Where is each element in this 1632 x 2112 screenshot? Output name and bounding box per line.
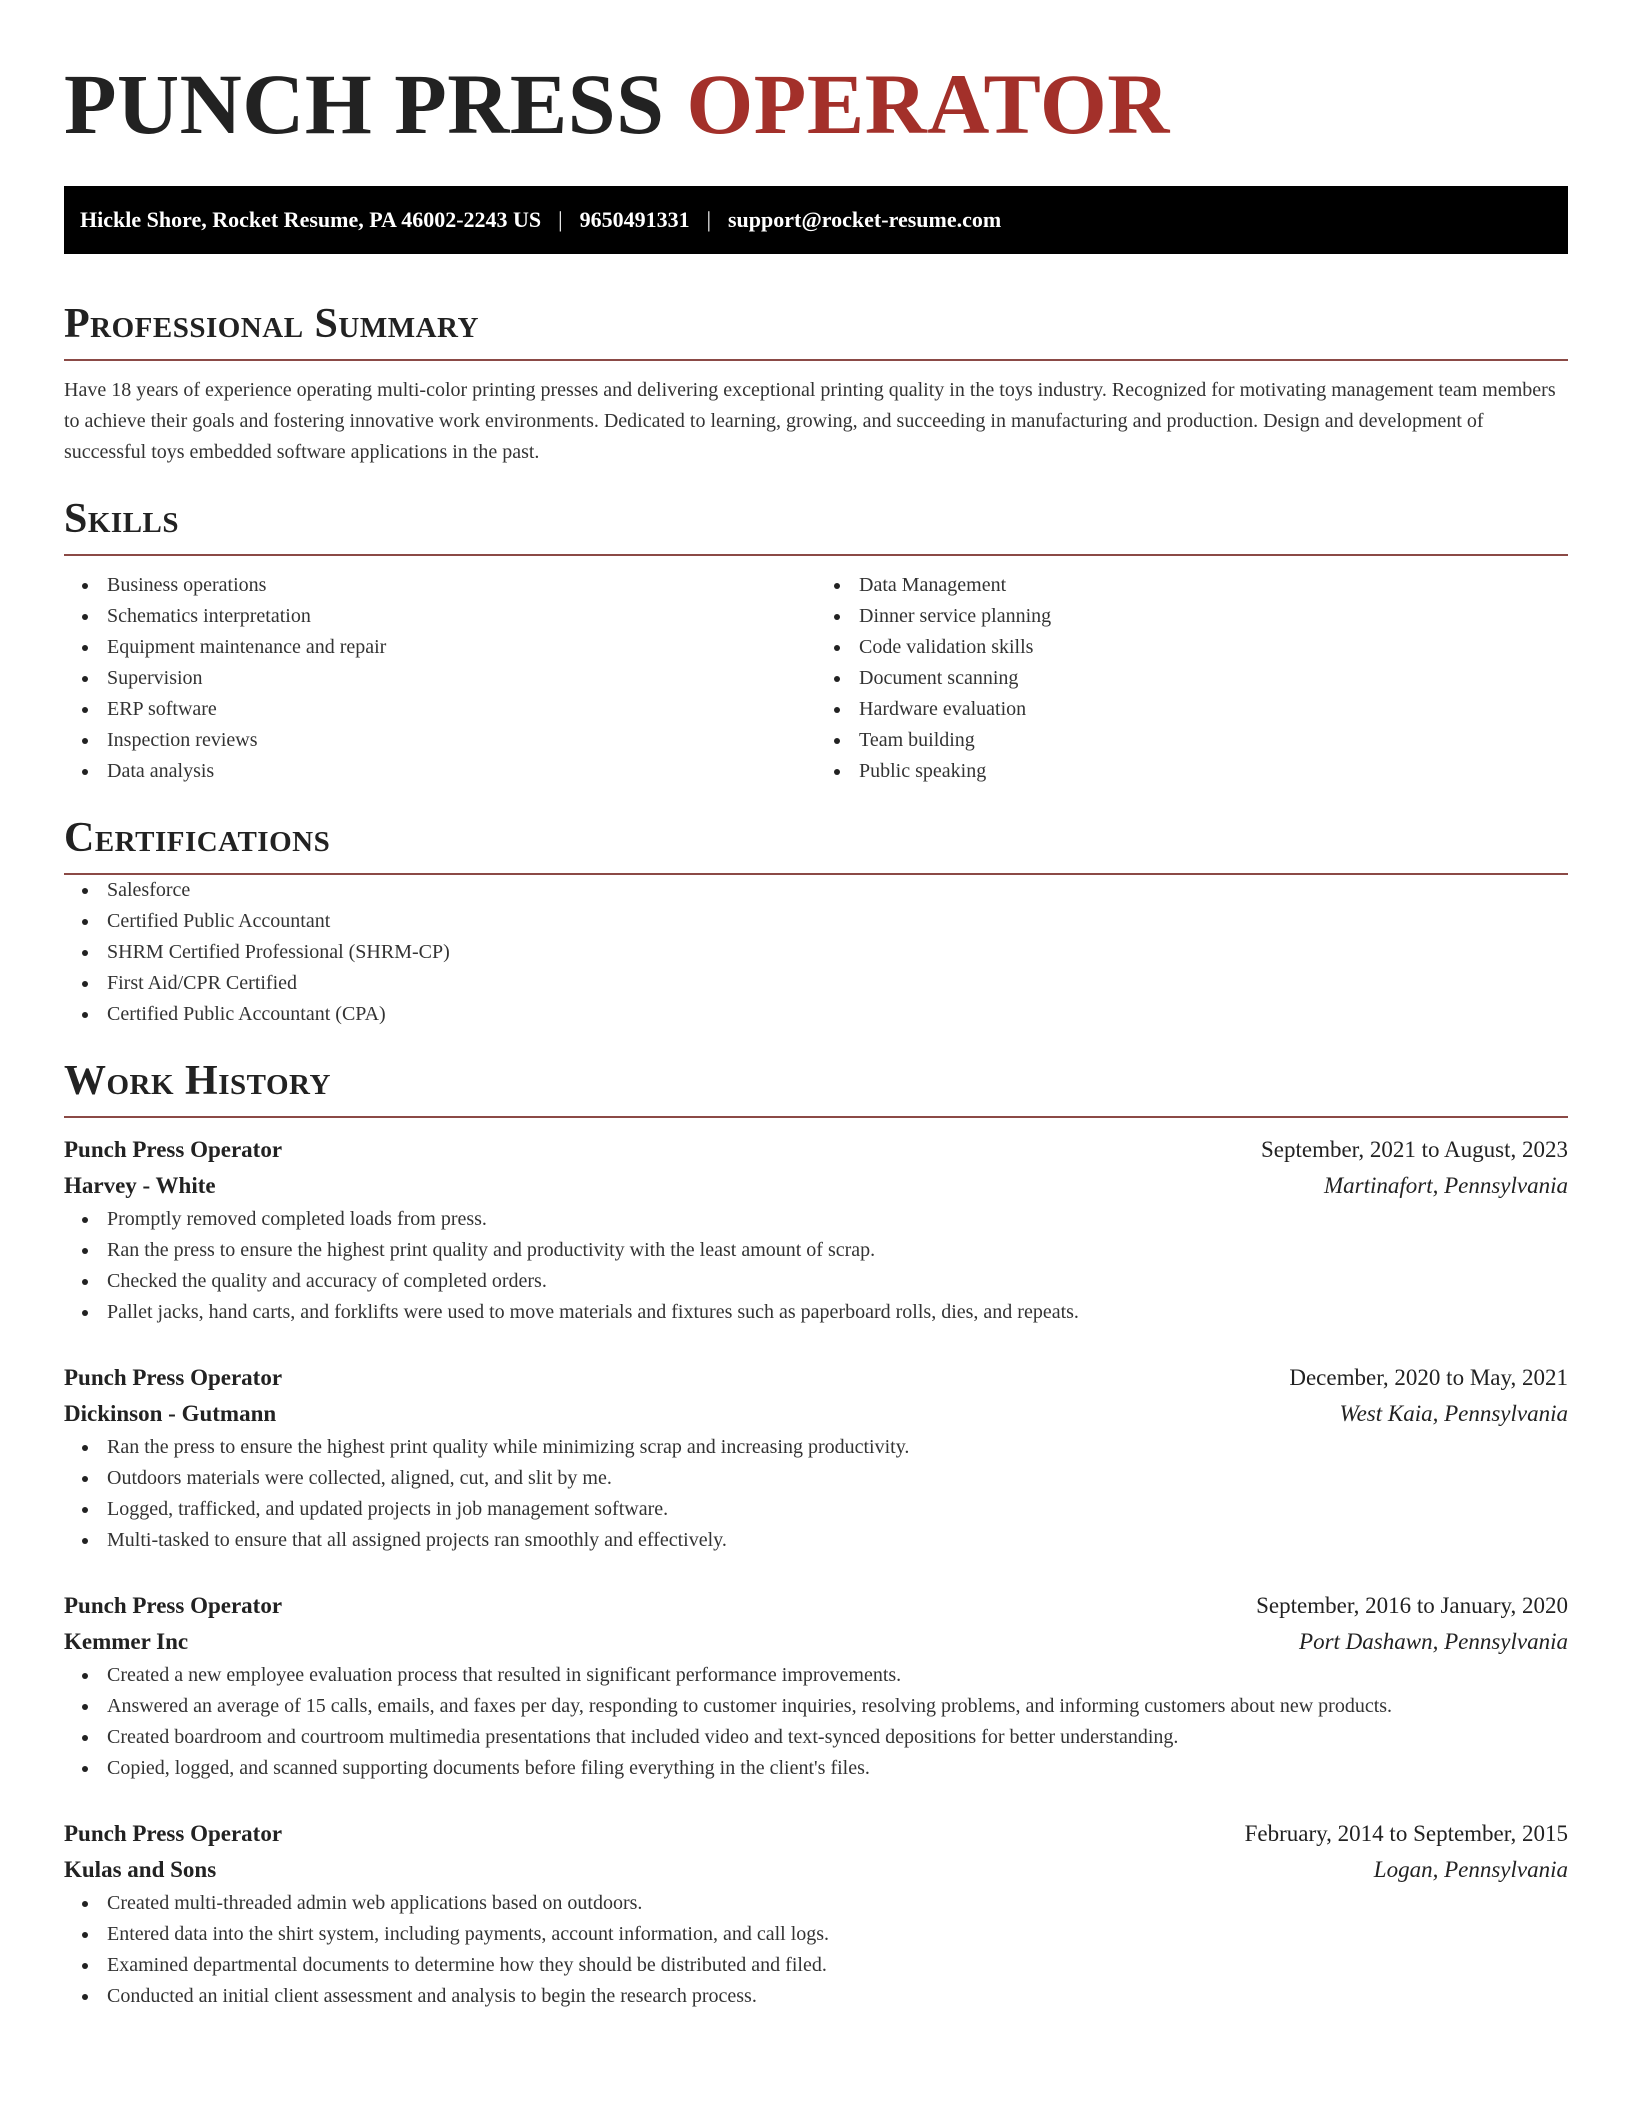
skill-item: Business operations <box>107 570 816 601</box>
job-company-row <box>64 1168 1568 1204</box>
skill-item: Inspection reviews <box>107 725 816 756</box>
skill-item: Dinner service planning <box>859 601 1568 632</box>
section-title-summary: Professional Summary <box>64 301 479 347</box>
job-location: Logan, Pennsylvania <box>1373 1857 1568 1882</box>
skill-item: Code validation skills <box>859 632 1568 663</box>
job-company-row <box>64 1396 1568 1432</box>
job-duty-item: Ran the press to ensure the highest print quality while minimizing scrap and increasing productivity. <box>107 1432 1568 1463</box>
contact-email: support@rocket-resume.com <box>727 207 1002 232</box>
job-duty-item: Entered data into the shirt system, including payments, account information, and call logs. <box>107 1919 1568 1950</box>
section-divider <box>64 554 1568 556</box>
job-duties-list <box>64 1888 1568 2012</box>
skills-section <box>64 494 1568 787</box>
job-company: Harvey - White <box>64 1173 216 1198</box>
certification-item: First Aid/CPR Certified <box>107 968 1568 999</box>
contact-phone: 9650491331 <box>579 207 690 232</box>
section-divider <box>64 1116 1568 1118</box>
job-header-row <box>64 1816 1568 1852</box>
job-duty-item: Created boardroom and courtroom multimedia presentations that included video and text-synced depositions for better understanding. <box>107 1722 1568 1753</box>
contact-separator: | <box>558 207 563 232</box>
skill-item: Data analysis <box>107 756 816 787</box>
job-duties-list <box>64 1204 1568 1328</box>
job-duty-item: Promptly removed completed loads from press. <box>107 1204 1568 1235</box>
resume-name-heading <box>64 56 1568 152</box>
job-duty-item: Logged, trafficked, and updated projects in job management software. <box>107 1494 1568 1525</box>
job-title: Punch Press Operator <box>64 1821 283 1846</box>
job-duty-item: Copied, logged, and scanned supporting documents before filing everything in the client's files. <box>107 1753 1568 1784</box>
job-duty-item: Pallet jacks, hand carts, and forklifts were used to move materials and fixtures such as paperboard rolls, dies, and repeats. <box>107 1297 1568 1328</box>
skill-item: Equipment maintenance and repair <box>107 632 816 663</box>
contact-separator: | <box>706 207 711 232</box>
job-company: Dickinson - Gutmann <box>64 1401 277 1426</box>
skills-list-right <box>816 570 1568 787</box>
skill-item: Data Management <box>859 570 1568 601</box>
job-company: Kulas and Sons <box>64 1857 217 1882</box>
job-duties-list <box>64 1432 1568 1556</box>
skill-item: Schematics interpretation <box>107 601 816 632</box>
job-duties-list <box>64 1660 1568 1784</box>
job-duty-item: Checked the quality and accuracy of completed orders. <box>107 1266 1568 1297</box>
certifications-section <box>64 813 1568 1030</box>
skill-item: ERP software <box>107 694 816 725</box>
job-title: Punch Press Operator <box>64 1365 283 1390</box>
job-company-row <box>64 1852 1568 1888</box>
work-history-section <box>64 1056 1568 2012</box>
job-location: West Kaia, Pennsylvania <box>1339 1401 1568 1426</box>
job-entry <box>64 1360 1568 1556</box>
certification-item: Certified Public Accountant <box>107 906 1568 937</box>
job-location: Port Dashawn, Pennsylvania <box>1299 1629 1568 1654</box>
summary-section <box>64 299 1568 468</box>
job-duty-item: Conducted an initial client assessment and analysis to begin the research process. <box>107 1981 1568 2012</box>
skill-item: Supervision <box>107 663 816 694</box>
section-divider <box>64 359 1568 361</box>
skill-item: Team building <box>859 725 1568 756</box>
section-title-work-history: Work History <box>64 1058 331 1104</box>
job-title: Punch Press Operator <box>64 1593 283 1618</box>
summary-text: Have 18 years of experience operating multi-color printing presses and delivering exceptional printing quality in the toys industry. Recognized for motivating management team members to achieve their goals and fostering innovative work environments. Dedicated to learning, growing, and succeeding in manufacturing and production. Design and development of successful toys embedded software applications in the past. <box>64 379 1556 463</box>
contact-bar <box>64 186 1568 254</box>
jobs-list <box>64 1132 1568 2012</box>
certification-item: Salesforce <box>107 875 1568 906</box>
job-duty-item: Answered an average of 15 calls, emails, and faxes per day, responding to customer inquiries, resolving problems, and informing customers about new products. <box>107 1691 1568 1722</box>
skill-item: Document scanning <box>859 663 1568 694</box>
job-dates: September, 2016 to January, 2020 <box>1256 1593 1568 1618</box>
job-company-row <box>64 1624 1568 1660</box>
job-duty-item: Created multi-threaded admin web applications based on outdoors. <box>107 1888 1568 1919</box>
skills-list-left <box>64 570 816 787</box>
skill-item: Hardware evaluation <box>859 694 1568 725</box>
name-part-1: PUNCH PRESS <box>64 56 665 152</box>
contact-address: Hickle Shore, Rocket Resume, PA 46002-2243 US <box>80 207 542 232</box>
job-dates: February, 2014 to September, 2015 <box>1244 1821 1568 1846</box>
name-part-2-accent: OPERATOR <box>686 56 1170 152</box>
job-duty-item: Ran the press to ensure the highest print quality and productivity with the least amount of scrap. <box>107 1235 1568 1266</box>
job-header-row <box>64 1132 1568 1168</box>
job-entry <box>64 1816 1568 2012</box>
certification-item: SHRM Certified Professional (SHRM-CP) <box>107 937 1568 968</box>
job-header-row <box>64 1360 1568 1396</box>
job-duty-item: Examined departmental documents to determine how they should be distributed and filed. <box>107 1950 1568 1981</box>
job-dates: September, 2021 to August, 2023 <box>1260 1137 1568 1162</box>
job-location: Martinafort, Pennsylvania <box>1323 1173 1568 1198</box>
job-header-row <box>64 1588 1568 1624</box>
job-entry <box>64 1588 1568 1784</box>
skills-column-left <box>64 570 816 787</box>
job-company: Kemmer Inc <box>64 1629 189 1654</box>
section-title-certifications: Certifications <box>64 815 331 861</box>
skills-grid <box>64 570 1568 787</box>
certification-item: Certified Public Accountant (CPA) <box>107 999 1568 1030</box>
job-entry <box>64 1132 1568 1328</box>
job-dates: December, 2020 to May, 2021 <box>1289 1365 1568 1390</box>
job-duty-item: Created a new employee evaluation process that resulted in significant performance improvements. <box>107 1660 1568 1691</box>
job-duty-item: Outdoors materials were collected, aligned, cut, and slit by me. <box>107 1463 1568 1494</box>
section-title-skills: Skills <box>64 496 180 542</box>
job-title: Punch Press Operator <box>64 1137 283 1162</box>
skills-column-right <box>816 570 1568 787</box>
certifications-list <box>64 875 1568 1030</box>
skill-item: Public speaking <box>859 756 1568 787</box>
job-duty-item: Multi-tasked to ensure that all assigned projects ran smoothly and effectively. <box>107 1525 1568 1556</box>
